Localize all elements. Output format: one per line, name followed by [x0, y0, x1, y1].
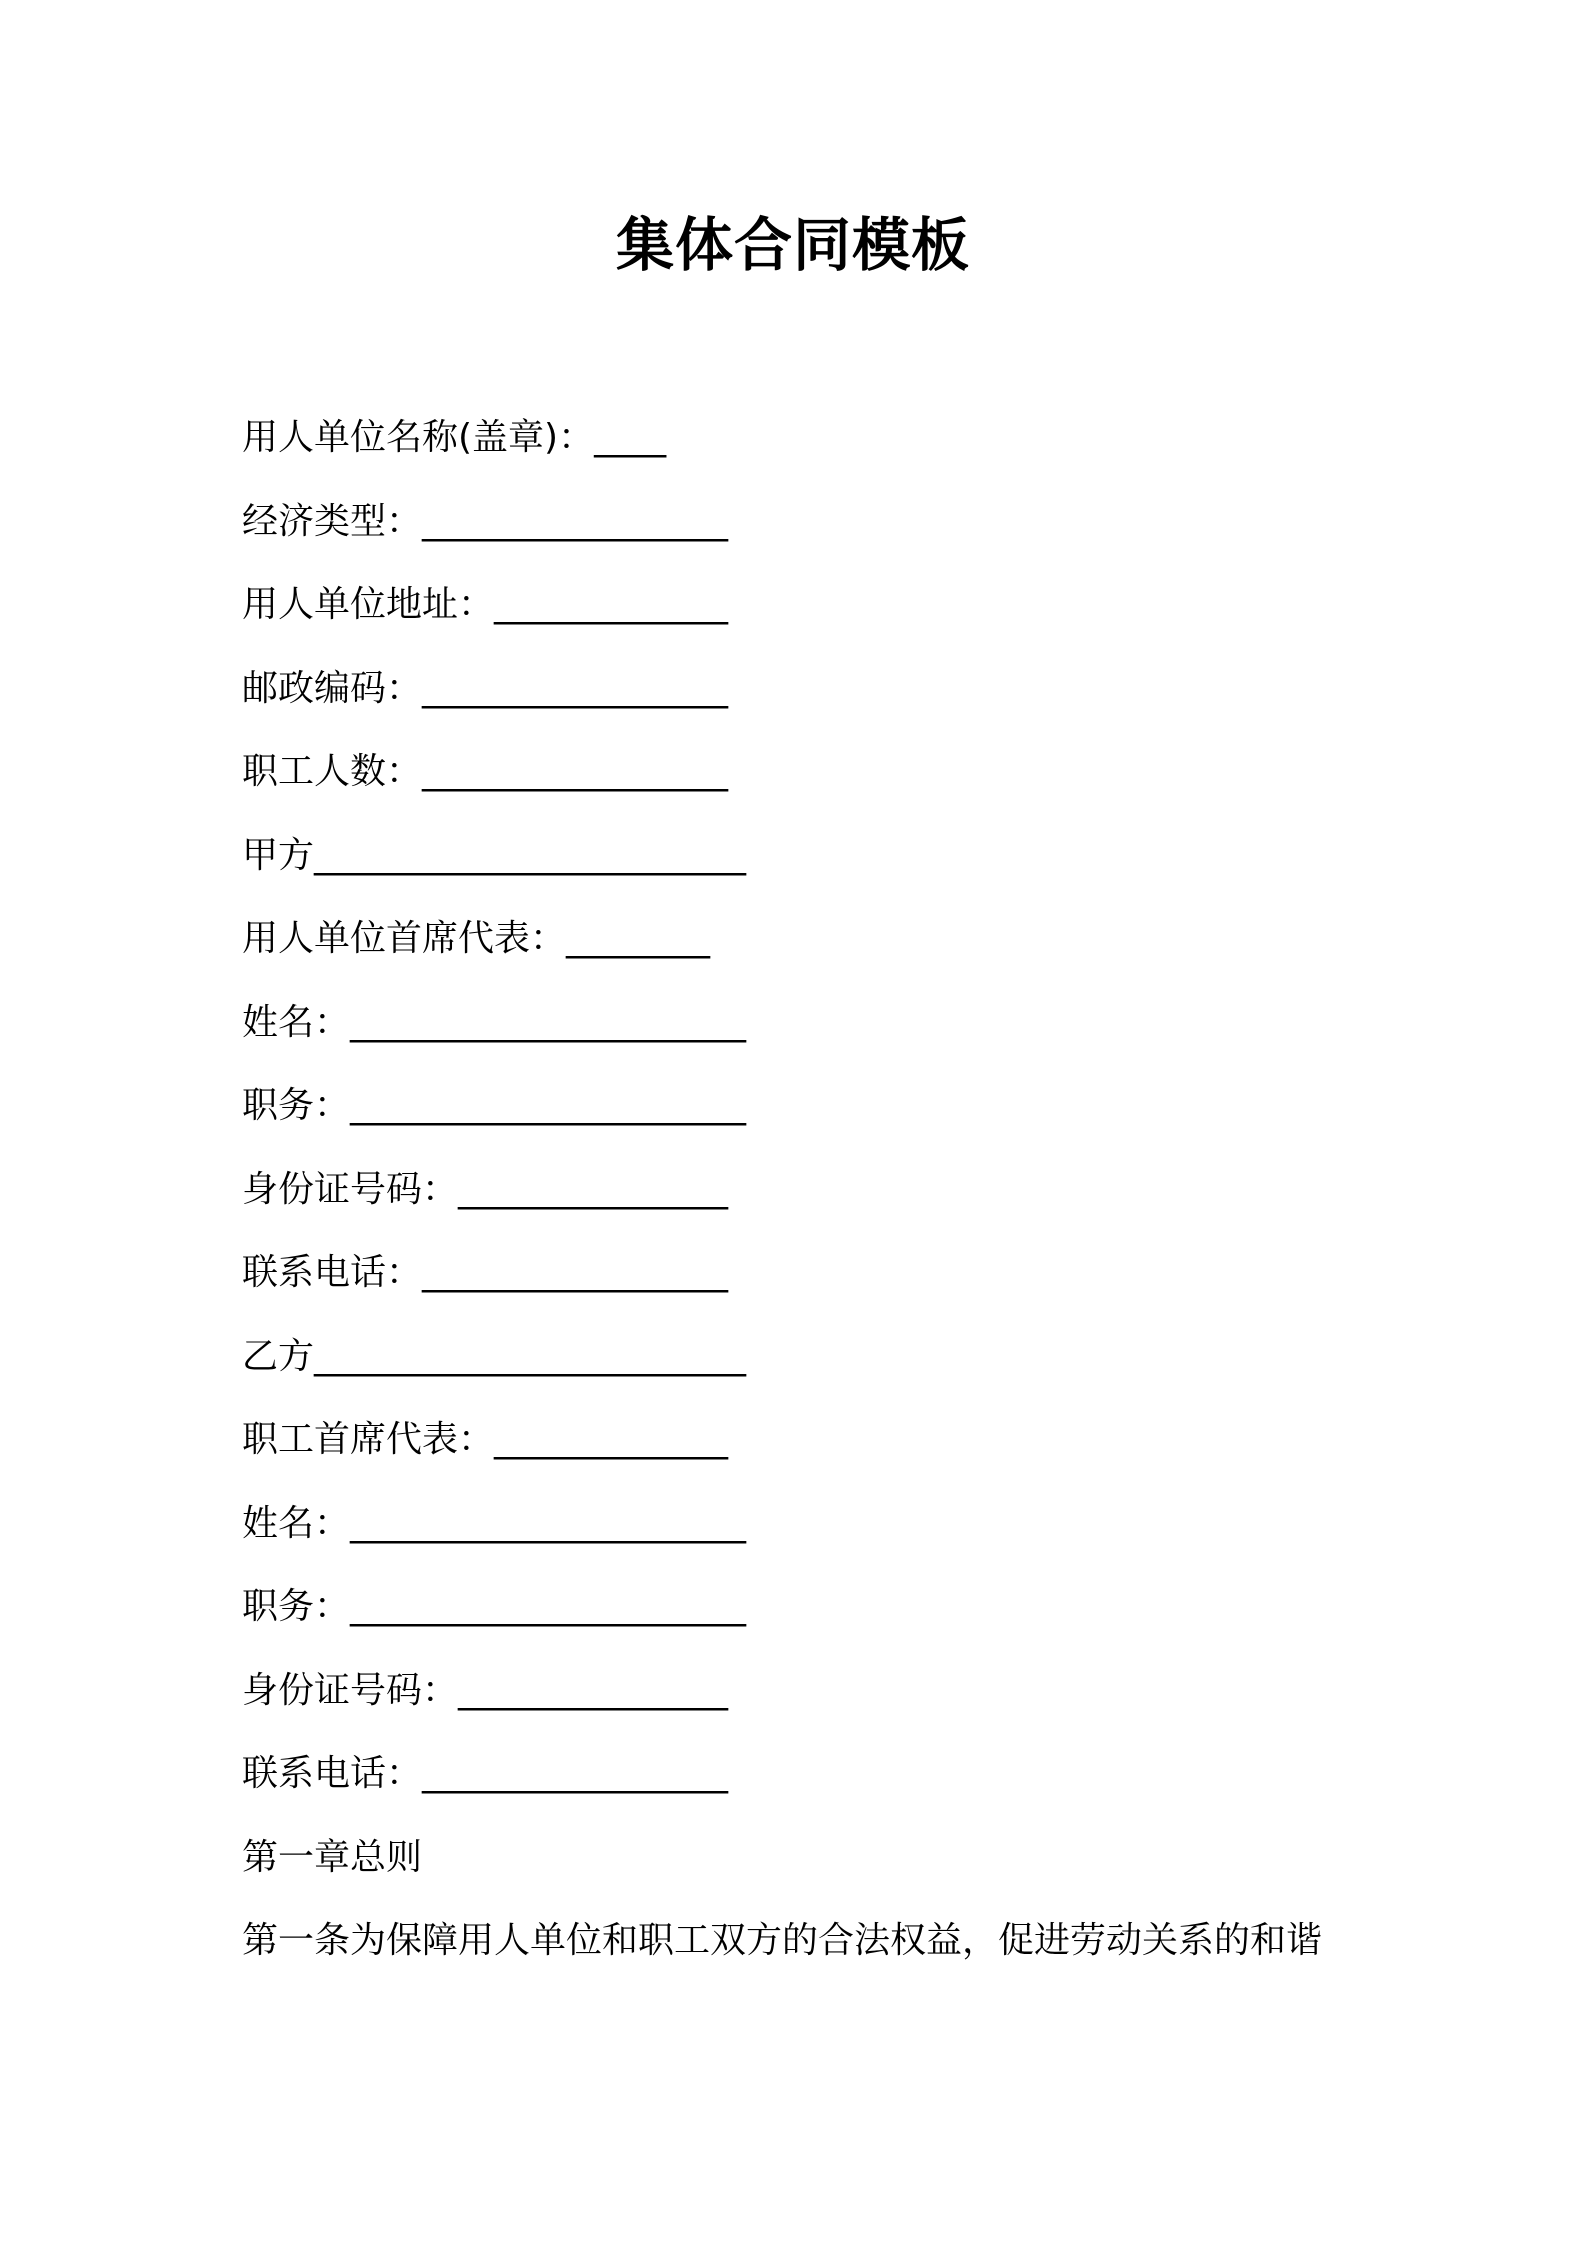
- party-a-field: 甲方________________________: [242, 834, 747, 876]
- article-one-text: 第一条为保障用人单位和职工双方的合法权益，促进劳动关系的和谐: [242, 1920, 1323, 1961]
- employer-name-field: 用人单位名称(盖章)：____: [242, 417, 667, 458]
- employer-chief-rep-field: 用人单位首席代表：________: [242, 918, 711, 959]
- party-a-id-number-field: 身份证号码：_______________: [242, 1168, 729, 1210]
- form-fields: [242, 403, 1422, 1990]
- party-a-phone-field: 联系电话：_________________: [242, 1252, 729, 1293]
- party-b-phone-field: 联系电话：_________________: [242, 1753, 729, 1794]
- employee-chief-rep-field: 职工首席代表：_____________: [242, 1419, 729, 1460]
- chapter-heading: 第一章总则: [242, 1836, 423, 1878]
- party-b-name-field: 姓名：______________________: [242, 1502, 747, 1544]
- economic-type-field: 经济类型：_________________: [242, 500, 729, 542]
- document-title: 集体合同模板: [615, 211, 970, 279]
- party-a-position-field: 职务：______________________: [242, 1085, 747, 1126]
- party-a-name-field: 姓名：______________________: [242, 1001, 747, 1043]
- employer-address-field: 用人单位地址：_____________: [242, 584, 729, 625]
- employee-count-field: 职工人数：_________________: [242, 751, 729, 792]
- party-b-id-number-field: 身份证号码：_______________: [242, 1669, 729, 1711]
- party-b-field: 乙方________________________: [242, 1335, 747, 1377]
- postal-code-field: 邮政编码：_________________: [242, 667, 729, 709]
- party-b-position-field: 职务：______________________: [242, 1586, 747, 1627]
